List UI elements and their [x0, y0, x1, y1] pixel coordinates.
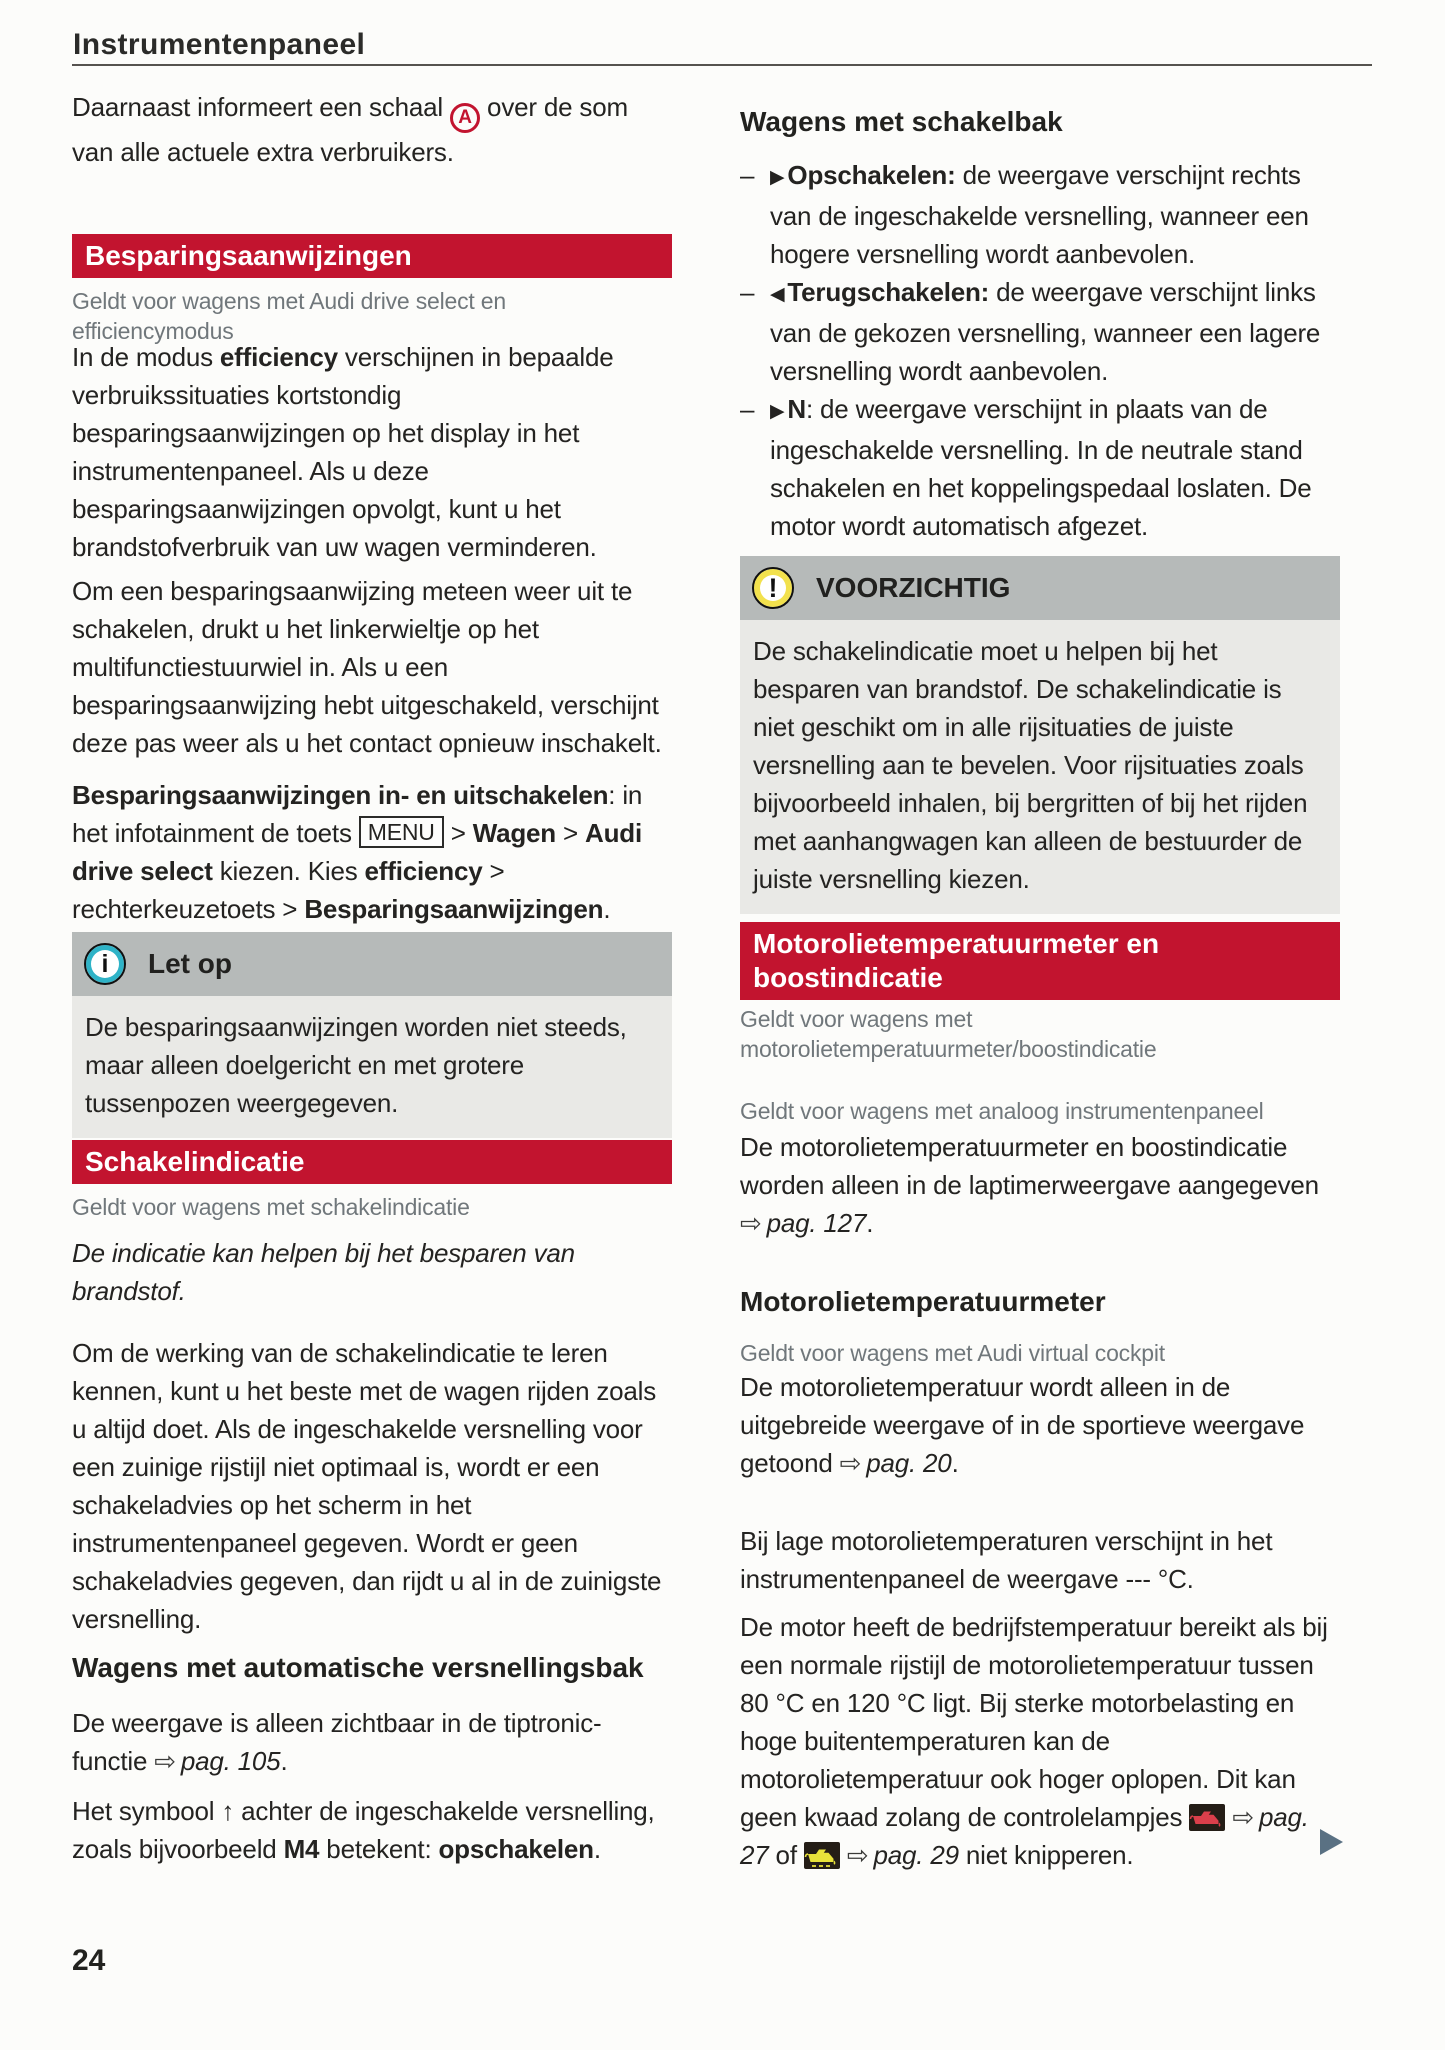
triangle-right-icon: ▶	[770, 401, 785, 422]
page-ref-arrow-icon: ⇨	[154, 1746, 176, 1776]
section-banner: Motorolietemperatuurmeter en boostindicatie	[740, 922, 1340, 1000]
text: > rechterkeuzetoets >	[72, 856, 505, 924]
exclamation-icon: !	[752, 567, 794, 609]
text: verschijnen in bepaalde verbruikssituaties kortstondig besparingsaanwijzingen op het display in het instrumentenpaneel. Als u deze besparingsaanwijzingen opvolgt, kunt u het brandstofverbruik van uw wagen verminderen.	[72, 342, 614, 562]
text: De motorolietemperatuurmeter en boostindicatie worden alleen in de laptimerweergave aangegeven	[740, 1132, 1319, 1200]
page-ref-arrow-icon: ⇨	[839, 1448, 862, 1478]
caution-box-body	[740, 620, 1340, 914]
upshift-arrow-icon: ↑	[221, 1796, 235, 1826]
applicability-note: Geldt voor wagens met motorolietemperatuurmeter/boostindicatie	[740, 1006, 1157, 1062]
bold-text: M4	[283, 1834, 320, 1864]
page-reference	[847, 1840, 959, 1870]
text	[840, 1840, 847, 1870]
text: niet knipperen.	[958, 1840, 1134, 1870]
text: Om de werking van de schakelindicatie te leren kennen, kunt u het beste met de wagen rijden zoals u altijd doet. Als de ingeschakelde versnelling voor een zuinige rijstijl niet optimaal is, wordt er een schakeladvies op het scherm in het instrumentenpaneel gegeven. Wordt er geen schakeladvies gegeven, dan rijdt u al in de zuinigste versnelling.	[72, 1338, 662, 1634]
caution-box-title: VOORZICHTIG	[816, 572, 1011, 603]
paragraph	[72, 338, 672, 566]
paragraph	[72, 1792, 672, 1868]
sub-heading: Motorolietemperatuurmeter	[740, 1286, 1106, 1317]
text: de weergave verschijnt links van de gekozen versnelling, wanneer een lagere versnelling wordt aanbevolen.	[770, 277, 1321, 386]
applicability-note: Geldt voor wagens met analoog instrumentenpaneel	[740, 1098, 1264, 1124]
sub-heading: Wagens met schakelbak	[740, 106, 1063, 137]
text: : de weergave verschijnt in plaats van de ingeschakelde versnelling. In de neutrale stand schakelen en het koppelingspedaal loslaten. De motor wordt automatisch afgezet.	[770, 394, 1312, 541]
triangle-left-icon: ◀	[770, 284, 785, 305]
note-box-header	[72, 932, 672, 996]
page-ref-text: pag. 27	[740, 1802, 1309, 1870]
note-box-title: Let op	[148, 948, 232, 979]
list-item	[740, 273, 1340, 390]
bold-text: Besparingsaanwijzingen in- en uitschakelen	[72, 780, 609, 810]
section-banner: Schakelindicatie	[72, 1140, 672, 1184]
circled-a-marker: A	[450, 103, 480, 133]
caution-box-header	[740, 556, 1340, 620]
paragraph	[72, 1334, 672, 1638]
menu-key: MENU	[359, 816, 444, 848]
applicability-note: Geldt voor wagens met Audi drive select en efficiencymodus	[72, 288, 506, 344]
info-icon: i	[84, 943, 126, 985]
paragraph	[72, 1234, 672, 1310]
right-column	[740, 0, 1340, 2050]
bold-text: Opschakelen:	[787, 160, 956, 190]
paragraph	[72, 776, 672, 928]
bold-text: N	[787, 394, 806, 424]
bullet-list	[740, 156, 1340, 545]
text: Het symbool	[72, 1796, 222, 1826]
text: betekent:	[319, 1834, 439, 1864]
applicability-note: Geldt voor wagens met Audi virtual cockpit	[740, 1340, 1165, 1366]
text: kiezen. Kies	[212, 856, 365, 886]
left-column	[72, 0, 672, 2050]
text: De schakelindicatie moet u helpen bij het besparen van brandstof. De schakelindicatie is niet geschikt om in alle rijsituaties de juiste versnelling aan te bevelen. Voor rijsituaties zoals bijvoorbeeld inhalen, bij bergritten of bij het rijden met aanhangwagen kan alleen de bestuurder de juiste versnelling kiezen.	[753, 636, 1308, 894]
text: De weergave is alleen zichtbaar in de tiptronic-functie	[72, 1708, 602, 1776]
oil-pressure-warning-icon	[1189, 1804, 1225, 1831]
list-item	[740, 156, 1340, 273]
text: Bij lage motorolietemperaturen verschijnt in het instrumentenpaneel de weergave --- °C.	[740, 1526, 1273, 1594]
text: In de modus	[72, 342, 220, 372]
bold-text: opschakelen	[438, 1834, 594, 1864]
note-box-body	[72, 996, 672, 1138]
paragraph	[72, 572, 672, 762]
bold-text: efficiency	[364, 856, 483, 886]
text: of	[768, 1840, 804, 1870]
bold-text: efficiency	[219, 342, 338, 372]
text: Om een besparingsaanwijzing meteen weer uit te schakelen, drukt u het linkerwieltje op het multifunctiestuurwiel in. Als u een besparingsaanwijzing hebt uitgeschakeld, verschijnt deze pas weer als u het contact opnieuw inschakelt.	[72, 576, 662, 758]
text: over de som van alle actuele extra verbruikers.	[72, 92, 628, 167]
page-ref-text: pag. 105	[180, 1746, 281, 1776]
text: >	[443, 818, 473, 848]
text: >	[556, 818, 586, 848]
page-number: 24	[72, 1944, 106, 1977]
page-reference	[840, 1448, 952, 1478]
page-ref-arrow-icon: ⇨	[1232, 1802, 1254, 1832]
paragraph	[740, 1522, 1340, 1598]
text: .	[280, 1746, 288, 1776]
oil-level-warning-icon	[804, 1842, 840, 1869]
bold-text: Audi drive select	[72, 818, 642, 886]
page-reference	[154, 1746, 280, 1776]
text: .	[951, 1448, 959, 1478]
page-continues-icon	[1320, 1829, 1343, 1855]
page-ref-text: pag. 127	[766, 1208, 867, 1238]
applicability-note: Geldt voor wagens met schakelindicatie	[72, 1194, 470, 1220]
bold-text: Terugschakelen:	[787, 277, 990, 307]
text: de weergave verschijnt rechts van de ingeschakelde versnelling, wanneer een hogere versnelling wordt aanbevolen.	[770, 160, 1309, 269]
text: .	[593, 1834, 601, 1864]
triangle-right-icon: ▶	[770, 167, 785, 188]
page-ref-text: pag. 29	[873, 1840, 959, 1870]
note-box	[72, 932, 672, 1138]
section-banner: Besparingsaanwijzingen	[72, 234, 672, 278]
text: achter de ingeschakelde versnelling, zoals bijvoorbeeld	[72, 1796, 655, 1864]
paragraph	[72, 1704, 672, 1780]
text: .	[603, 894, 611, 924]
paragraph	[72, 88, 672, 171]
list-item	[740, 390, 1340, 545]
page-title: Instrumentenpaneel	[73, 28, 366, 61]
text: .	[866, 1208, 874, 1238]
text: De besparingsaanwijzingen worden niet steeds, maar alleen doelgericht en met grotere tussenpozen weergegeven.	[85, 1012, 627, 1118]
italic-text: De indicatie kan helpen bij het besparen van brandstof.	[72, 1238, 575, 1306]
paragraph	[740, 1368, 1340, 1482]
page-ref-arrow-icon: ⇨	[846, 1840, 869, 1870]
text: De motor heeft de bedrijfstemperatuur bereikt als bij een normale rijstijl de motorolietemperatuur tussen 80 °C en 120 °C ligt. Bij sterke motorbelasting en hoge buitentemperaturen kan de motorolietemperatuur ook hoger oplopen. Dit kan geen kwaad zolang de controlelampjes	[740, 1612, 1328, 1832]
page-ref-text: pag. 20	[866, 1448, 952, 1478]
bold-text: Besparingsaanwijzingen	[304, 894, 604, 924]
paragraph	[740, 1128, 1340, 1242]
caution-box	[740, 556, 1340, 914]
bold-text: Wagen	[472, 818, 556, 848]
page-reference	[740, 1208, 866, 1238]
text: Daarnaast informeert een schaal	[72, 92, 451, 122]
text: De motorolietemperatuur wordt alleen in de uitgebreide weergave of in de sportieve weergave getoond	[740, 1372, 1305, 1478]
page-ref-arrow-icon: ⇨	[740, 1208, 762, 1238]
paragraph	[740, 1608, 1340, 1874]
sub-heading: Wagens met automatische versnellingsbak	[72, 1652, 644, 1683]
text: : in het infotainment de toets	[72, 780, 643, 848]
